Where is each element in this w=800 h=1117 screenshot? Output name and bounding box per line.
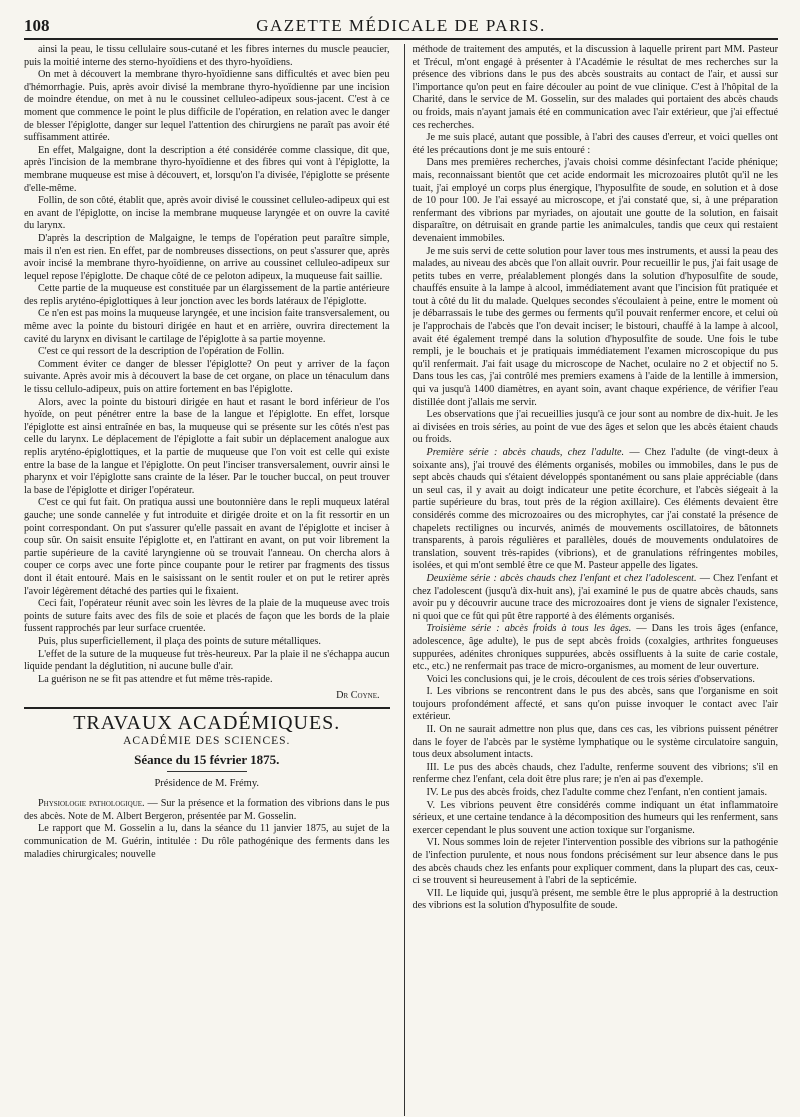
physiology-label: Physiologie pathologique. <box>38 798 145 810</box>
conclusion-item: VI. Nous sommes loin de rejeter l'intervention possible des vibrions sur la pathogénie de l'infection purulente, et nous nous fondons précisément sur leur absence dans le pus des abcès chauds chez les enfants pour expliquer comment, dans la plupart des cas, ceux-ci se trouvent si heureusement à l'abri de la septicémie. <box>412 837 778 887</box>
left-column <box>24 44 396 1116</box>
paragraph: Les observations que j'ai recueillies jusqu'à ce jour sont au nombre de dix-huit. Je les ai divisées en trois séries, au point de vue des âges et selon que les abcès étaient chauds ou froids. <box>412 409 778 446</box>
academy-heading: ACADÉMIE DES SCIENCES. <box>123 735 291 748</box>
section-divider <box>24 707 390 709</box>
paragraph: En effet, Malgaigne, dont la description a été considérée comme classique, dit que, après l'incision de la membrane thyro-hyoïdienne et des fibres qui vont à l'épiglotte, la membrane muqueuse est mise à découvert, et, lorsqu'on l'a divisée, l'épiglotte se présente d'elle-même. <box>24 144 390 194</box>
presidence-line: Présidence de M. Frémy. <box>154 777 260 789</box>
series-3-text: — Dans les trois âges (enfance, adolescence, âge adulte), le pus de sept abcès froids (coxalgies, arthrites fongueuses suppurées, adénites chroniques suppurées, abcès ossifluents à la suite de carie costale, etc., etc.) ne renfermait pas trace de micro-organismes, au moment de leur ouverture. <box>412 623 778 673</box>
running-title: GAZETTE MÉDICALE DE PARIS. <box>256 16 546 35</box>
paragraph: ainsi la peau, le tissu cellulaire sous-cutané et les fibres internes du muscle peaucier, puis la moitié interne des sterno-hyoïdiens et des thyro-hyoïdiens. <box>24 44 390 68</box>
series-2-text: — Chez l'enfant et chez l'adolescent (jusqu'à dix-huit ans), j'ai examiné le pus de quatre abcès chauds, sans avoir pu y découvrir aucune trace des microzoaires dont je viens de signaler l'existence, ni quoi que ce fût qui pût être rapporté à des éléments organisés. <box>412 572 778 622</box>
series-3 <box>413 623 779 673</box>
columns <box>24 44 778 1116</box>
right-column <box>413 44 779 1116</box>
paragraph: Alors, avec la pointe du bistouri dirigée en haut et rasant le bord inférieur de l'os hyoïde, on peut pénétrer entre la base de la langue et l'épiglotte. En effet, lorsque l'épiglotte est ainsi entraînée en bas, la muqueuse qui se présente sur les côtés n'est pas celle du larynx. Le déplacement de l'épiglotte a fait subir un déplacement analogue aux replis aryténo-épiglottiques, et la partie de muqueuse que l'on voit est celle qui existe entre la base de la langue et l'épiglotte. On peut l'inciser transversalement, ouvrir ainsi le pharynx et voir l'épiglotte sans crainte de la léser. Par le toucher buccal, on peut trouver la base de l'épiglotte et diriger l'opérateur. <box>24 396 390 496</box>
paragraph: Le rapport que M. Gosselin a lu, dans la séance du 11 janvier 1875, au sujet de la communication de M. Guérin, intitulée : Du rôle pathogénique des ferments dans les maladies chirurgicales; nouvelle <box>24 823 390 860</box>
paragraph: C'est ce qui fut fait. On pratiqua aussi une boutonnière dans le repli muqueux latéral gauche; une sonde cannelée y fut introduite et dirigée droite et on la fit ressortir en un point correspondant. On put s'assurer qu'elle passait en avant de l'épiglotte et inciser à coup sûr. On saisit ensuite l'épiglotte et, en l'attirant en avant, on put voir librement la partie supérieure de la cavité laryngienne où se trouvait l'anneau. On chercha alors à couper ce corps avec une forte pince coupante pour le retirer par fragments des tissus dont il était entouré. Mais en le saisissant on le sentit rouler et on put le retirer après l'avoir légèrement détaché des parties qui le fixaient. <box>24 497 390 597</box>
conclusion-item: VII. Le liquide qui, jusqu'à présent, me semble être le plus approprié à la destruction des vibrions est la solution d'hyposulfite de soude. <box>412 887 778 912</box>
paragraph: Ce n'en est pas moins la muqueuse laryngée, et une incision faite transversalement, ou même avec la pointe du bistouri dirigée en haut et en arrière, ouvrira directement la cavité du larynx en divisant le cartilage de l'épiglotte à sa partie moyenne. <box>24 308 390 345</box>
series-2 <box>413 573 779 623</box>
paragraph: On met à découvert la membrane thyro-hyoïdienne sans difficultés et avec bien peu d'hémorrhagie. Puis, après avoir divisé la membrane thyro-hyoïdienne par une incision de moindre étendue, on met à nu le coussinet celluleo-adipeux sous-jacent. C'est à ce moment que commence le point le plus difficile de l'opération, en relation avec le danger de blesser l'épiglotte, danger sur lequel l'attention des chirurgiens ne paraît pas avoir été suffisamment attirée. <box>24 69 390 144</box>
series-1-text: — Chez l'adulte (de vingt-deux à soixante ans), j'ai trouvé des éléments organisés, mobiles ou immobiles, dans le pus de sept abcès chauds qui s'étaient développés spontanément ou sans plaie appréciable (dans un seul cas, il y avait au doigt indicateur une petite écorchure, et l'abcès siégeait à la partie supérieure du bras, tout près de la région axillaire). Ces éléments devaient être considérés comme des microzoaires ou des microphytes, car j'ai constaté la présence de chapelets rectilignes ou incurvés, animés de mouvements oscillatoires, de bâtonnets transparents, à parois régulières et parallèles, doués de mouvements ondulatoires de translation, souvent très-rapides (vibrions), et de granulations réfringentes mobiles, isolées, et qui m'ont semblé être ce que M. Pasteur appelle des ligates. <box>412 447 778 572</box>
conclusion-item: IV. Le pus des abcès froids, chez l'adulte comme chez l'enfant, n'en contient jamais. <box>426 787 768 799</box>
series-1-title: Première série : abcès chauds, chez l'adulte. <box>426 447 625 458</box>
paragraph: C'est ce qui ressort de la description de l'opération de Follin. <box>38 346 285 358</box>
series-3-title: Troisième série : abcès froids à tous les âges. <box>426 623 632 635</box>
paragraph: Ceci fait, l'opérateur réunit avec soin les lèvres de la plaie de la muqueuse avec trois points de suture faits avec des fils de soie et placés de façon que les bords de la plaie fussent rapprochés par leur surface cruentée. <box>24 598 390 635</box>
paragraph: Je me suis servi de cette solution pour laver tous mes instruments, et aussi la peau des malades, au niveau des abcès que l'on allait ouvrir. Pour recueillir le pus, j'ai fait usage de petits tubes en verre, préalablement plongés dans la solution d'hyposulfite de soude, chauffés ensuite à la lampe à alcool, immédiatement avant que l'incision fût pratiquée et tout à côté du lit du malade. Quelques secondes s'écoulaient à peine, entre le moment où je débarrassais le tube des germes ou ferments qu'il pouvait renfermer encore, et celui où je l'approchais de l'abcès que l'on devait inciser; le bistouri, chauffé à la lampe à alcool, avait été également trempé dans la solution d'hyposulfite de soude. Une fois le tube rempli, je le bouchais et je pratiquais immédiatement l'examen microscopique du pus qu'il renfermait. J'ai fait usage du microscope de Nachet, oculaire no 2 et objectif no 5. Dans tous les cas, j'ai contrôlé mes premiers examens à l'aide de la lentille à immersion, qui va jusqu'à 1400 diamètres, en ayant soin, avant chaque expérience, de vérifier l'eau distillée dont j'allais me servir. <box>412 245 778 408</box>
paragraph: Comment éviter ce danger de blesser l'épiglotte? On peut y arriver de la façon suivante. Après avoir mis à découvert la base de cet organe, on place un ténaculum dans le tissu cellulo-adipeux, puis on attire fortement en bas l'épiglotte. <box>24 358 390 396</box>
conclusion-item: III. Le pus des abcès chauds, chez l'adulte, renferme souvent des vibrions; s'il en renferme chez l'enfant, cela doit être plus rare; je n'en ai pas d'exemple. <box>412 761 778 786</box>
paragraph: L'effet de la suture de la muqueuse fut très-heureux. Par la plaie il ne s'échappa aucun liquide pendant la déglutition, ni aucune bulle d'air. <box>24 648 390 673</box>
paragraph: D'après la description de Malgaigne, le temps de l'opération peut paraître simple, mais il n'en est rien. En effet, par de nombreuses dissections, on peut s'assurer que, après avoir incisé la membrane thyro-hyoïdienne, on arrive au coussinet celluleo-adipeux sur lequel repose l'épiglotte. De chaque côté de ce peloton adipeux, la muqueuse fait saillie. <box>24 232 390 282</box>
paragraph: Puis, plus superficiellement, il plaça des points de suture métalliques. <box>38 635 321 647</box>
series-1 <box>413 447 779 573</box>
session-heading: Séance du 15 février 1875. <box>134 752 280 768</box>
conclusion-item: V. Les vibrions peuvent être considérés comme indiquant un état inflammatoire sérieux, et une certaine tendance à la décomposition des humeurs qui les renferment, sans exercer cependant le plus souvent une action toxique sur l'organisme. <box>412 799 778 836</box>
page-number: 108 <box>24 16 50 35</box>
conclusions-intro: Voici les conclusions qui, je le crois, découlent de ces trois séries d'observations. <box>426 673 755 685</box>
paragraph: Cette partie de la muqueuse est constituée par un élargissement de la partie antérieure des replis aryténo-épiglottiques à leur jonction avec les bords latéraux de l'épiglotte. <box>24 283 390 307</box>
physiology-text: — Sur la présence et la formation des vibrions dans le pus des abcès. Note de M. Albert Bergeron, présentée par M. Gosselin. <box>24 798 390 822</box>
physiology-note <box>24 798 390 823</box>
paragraph: méthode de traitement des amputés, et la discussion à laquelle prirent part MM. Pasteur et Trécul, m'ont engagé à présenter à l'Académie le résultat de mes recherches sur la présence des vibrions dans le pus des abcès soustraits au contact de l'air, et aussi sur l'importance qu'on peut en faire découler au point de vue clinique. C'est à l'hôpital de la Charité, dans le service de M. Gosselin, sur des malades qui portaient des abcès chauds ou froids, mais n'ayant jamais été en communication avec l'air extérieur, que j'ai effectué ces recherches. <box>412 44 778 131</box>
section-title: TRAVAUX ACADÉMIQUES. <box>73 711 341 734</box>
page-header <box>24 12 778 40</box>
author-signature: Dr Coyne. <box>336 690 380 702</box>
conclusion-item: II. On ne saurait admettre non plus que, dans ces cas, les vibrions puissent pénétrer dans le foyer de l'abcès par le système lymphatique ou le système circulatoire sanguin, tous deux absolument intacts. <box>412 724 778 761</box>
paragraph: Dans mes premières recherches, j'avais choisi comme désinfectant l'acide phénique; mais, reconnaissant bientôt que cet acide endormait les microzoaires plutôt qu'il ne les tuait, j'ai employé un corps plus énergique, l'hyposulfite de soude, en solution et à dose de 10 pour 100. Je l'ai essayé au microscope, et j'ai constaté que, si, à une préparation renfermant des vibrions par myriades, on ajoutait une goutte de la solution, en faisait disparaître, on détruisait en grande partie les animalcules, tandis que ceux qui restaient devenaient immobiles. <box>412 157 778 244</box>
paragraph: La guérison ne se fit pas attendre et fut même très-rapide. <box>38 673 273 685</box>
column-divider <box>404 44 405 1116</box>
paragraph: Follin, de son côté, établit que, après avoir divisé le coussinet celluleo-adipeux qui est en avant de l'épiglotte, on incise la membrane muqueuse laryngée et on ouvre la cavité du larynx. <box>24 195 390 232</box>
paragraph: Je me suis placé, autant que possible, à l'abri des causes d'erreur, et voici quelles ont été les précautions dont je me suis entouré : <box>412 132 778 156</box>
series-2-title: Deuxième série : abcès chauds chez l'enfant et chez l'adolescent. <box>426 572 697 584</box>
short-divider <box>167 771 247 772</box>
conclusion-item: I. Les vibrions se rencontrent dans le pus des abcès, sans que l'organisme en soit toujours profondément affecté, et sans qu'on puisse invoquer le contact avec l'air extérieur. <box>412 686 778 723</box>
